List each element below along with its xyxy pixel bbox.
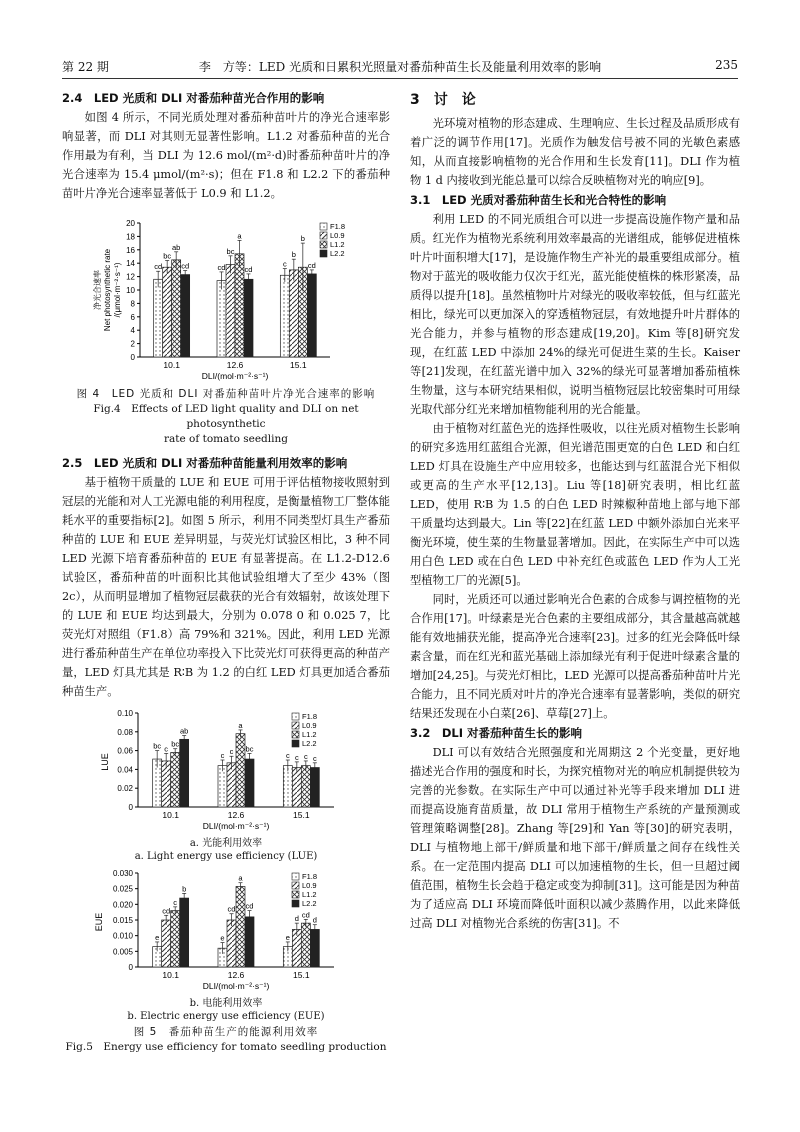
significance-letter: bc: [226, 246, 235, 256]
bar: [180, 898, 189, 967]
significance-letter: b: [182, 884, 187, 894]
significance-letter: cd: [181, 261, 190, 271]
y-tick-label: 6: [130, 312, 135, 322]
y-axis-label: /(μmol·m⁻²·s⁻¹): [113, 262, 122, 318]
significance-letter: a: [238, 720, 243, 730]
significance-letter: bc: [245, 744, 254, 754]
significance-letter: c: [282, 259, 287, 269]
legend-label: L2.2: [302, 739, 317, 748]
y-tick-label: 0.030: [112, 869, 133, 878]
significance-letter: cd: [244, 264, 253, 274]
bar: [236, 734, 245, 807]
legend-label: L1.2: [302, 890, 317, 899]
bar: [236, 886, 245, 967]
significance-letter: cd: [227, 904, 236, 914]
bar: [244, 279, 253, 357]
y-axis-label: EUE: [94, 912, 104, 932]
x-axis-label: DLI/(mol·m⁻²·s⁻¹): [202, 981, 270, 991]
legend-label: L1.2: [330, 240, 345, 249]
bar: [310, 929, 319, 967]
y-tick-label: 0.10: [117, 709, 133, 718]
significance-letter: e: [285, 932, 290, 942]
running-header: [62, 56, 738, 79]
y-tick-label: 0.04: [117, 765, 133, 775]
bar: [218, 766, 227, 807]
y-tick-label: 4: [130, 326, 135, 336]
bar: [163, 267, 172, 357]
y-tick-label: 0.015: [112, 916, 133, 925]
x-tick-label: 15.1: [293, 810, 310, 820]
section-2-5-title: 2.5 LED 光质和 DLI 对番茄种苗能量利用效率的影响: [62, 456, 348, 470]
significance-letter: ab: [171, 242, 181, 252]
figure-4: [62, 209, 390, 387]
bar: [227, 763, 236, 807]
figure-4-caption-en-1: Fig.4 Effects of LED light quality and DLI on net photosynthetic: [93, 403, 359, 430]
bar: [301, 766, 310, 807]
y-tick-label: 14: [126, 259, 135, 269]
legend-label: L2.2: [330, 249, 345, 258]
section-3-2-title: 3.2 DLI 对番茄种苗生长的影响: [410, 726, 583, 740]
significance-letter: d: [312, 915, 317, 925]
significance-letter: d: [294, 914, 299, 924]
figure-5-caption-cn: 图 5 番茄种苗生产的能源利用效率: [133, 1026, 319, 1038]
significance-letter: cd: [307, 260, 316, 270]
issue-number: 第 22 期: [62, 60, 109, 74]
y-tick-label: 0: [128, 803, 133, 812]
significance-letter: e: [155, 932, 160, 942]
significance-letter: a: [238, 873, 243, 883]
significance-letter: cd: [217, 262, 226, 272]
legend-label: F1.8: [330, 222, 346, 231]
significance-letter: bc: [171, 739, 180, 749]
significance-letter: ab: [179, 726, 189, 736]
significance-letter: c: [285, 751, 290, 760]
bar: [280, 275, 289, 357]
legend-label: F1.8: [302, 712, 318, 721]
y-axis-label: LUE: [100, 753, 110, 771]
page-number: 235: [715, 58, 738, 72]
significance-letter: cd: [154, 262, 163, 272]
significance-letter: c: [173, 897, 178, 907]
bar: [235, 254, 244, 357]
section-2-5-text: 基于植物干质量的 LUE 和 EUE 可用于评估植物接收照射到冠层的光能和对人工光源电能的利用程度，是衡量植物工厂整体能耗水平的重要指标[2]。如图 5 所示，利用不同类型灯具生产番茄种苗的 LUE 和 EUE 差异明显，与荧光灯试验区相比，3 种不同 LED 光源下培育番茄种苗的 EUE 有显著提高。在 L1.2-D12.6 试验区，番茄种苗的叶面积比其他试验组增大了至少 43%（图 2c），从而明显增加了植物冠层截获的光合有效辐射，故该处理下的 LUE 和 EUE 均达到最大，分别为 0.078 0 和 0.025 7，比荧光灯对照组（F1.8）高 79%和 321%。因此，利用 LED 光源进行番茄种苗生产在单位功率投入下比荧光灯可获得更高的种苗产量，LED 灯具尤其是 R∶B 为 1.2 的白红 LED 灯具更加适合番茄种苗生产。: [62, 476, 390, 698]
bar: [217, 281, 226, 357]
legend-swatch: [320, 232, 327, 239]
figure-5b-chart: [62, 867, 390, 997]
bar: [310, 768, 319, 807]
y-tick-label: 2: [130, 339, 135, 349]
x-axis-label: DLI/(mol·m⁻²·s⁻¹): [201, 371, 269, 381]
y-axis-label: 净光合速率: [93, 270, 102, 310]
section-2-4-text: 如图 4 所示，不同光质处理对番茄种苗叶片的净光合速率影响显著，而 DLI 对其则无显著性影响。L1.2 对番茄种苗的光合作用最为有利，当 DLI 为 12.6 mol/(m²·d)时番茄种苗叶片的净光合速率为 15.4 μmol/(m²·s)；但在 F1.8 和 L2.2 下的番茄种苗叶片净光合速率显著低于 L0.9 和 L1.2。: [62, 111, 390, 200]
bar: [180, 739, 189, 807]
legend-swatch: [292, 713, 299, 720]
legend-label: F1.8: [302, 872, 318, 881]
section-3-1-title: 3.1 LED 光质对番茄种苗生长和光合特性的影响: [410, 193, 667, 207]
legend-swatch: [292, 900, 299, 907]
figure-4-chart: [62, 209, 390, 387]
bar: [227, 920, 236, 967]
legend-swatch: [292, 740, 299, 747]
bar: [171, 752, 180, 807]
significance-letter: e: [220, 933, 225, 943]
figure-5a-caption-cn: a. 光能利用效率: [189, 838, 263, 849]
section-2-4-title: 2.4 LED 光质和 DLI 对番茄种苗光合作用的影响: [62, 91, 325, 105]
bar: [245, 759, 254, 807]
bar: [245, 917, 254, 967]
x-tick-label: 12.6: [227, 970, 245, 980]
bar: [171, 911, 180, 967]
x-tick-label: 10.1: [162, 970, 179, 980]
right-column: [410, 88, 740, 933]
y-tick-label: 0.005: [112, 947, 133, 957]
bar: [154, 279, 163, 357]
figure-5a-caption-en: a. Light energy use efficiency (LUE): [134, 851, 318, 862]
bar: [301, 923, 310, 967]
legend-swatch: [292, 731, 299, 738]
x-tick-label: 15.1: [293, 970, 310, 980]
legend-label: L0.9: [302, 721, 317, 730]
x-tick-label: 12.6: [226, 360, 244, 370]
significance-letter: bc: [163, 251, 172, 261]
significance-letter: b: [291, 250, 296, 260]
section-3-1-text-1: 利用 LED 的不同光质组合可以进一步提高设施作物产量和品质。红光作为植物光系统利用效率最高的光谱组成，能够促进植株叶片叶面积增大[17]，是设施作物生产补光的最重要组成部分。植物对于蓝光的吸收能力仅次于红光，蓝光能使植株的株形紧凑，品质得以提升[18]。虽然植物叶片对绿光的吸收率较低，但与红蓝光相比，绿光可以更加深入的穿透植物冠层，有效地提升叶片群体的光合能力，并参与植物的形态建成[19,20]。Kim 等[8]研究发现，在红蓝 LED 中添加 24%的绿光可促进生菜的生长。Kaiser 等[21]发现，在红蓝光谱中加入 32%的绿光可显著增加番茄植株生物量，这与本研究结果相似，说明当植物冠层比较密集时可用绿光取代部分红光来增加植物能利用的光合能量。: [410, 213, 740, 416]
significance-letter: c: [229, 747, 234, 757]
figure-4-caption-cn: 图 4 LED 光质和 DLI 对番茄种苗叶片净光合速率的影响: [76, 388, 376, 400]
section-3-text: 光环境对植物的形态建成、生理响应、生长过程及品质形成有着广泛的调节作用[17]。光质作为触发信号被不同的光敏色素感知，从而直接影响植物的光合作用和生长发育[11]。DLI 作为植物 1 d 内接收到光能总量可以综合反映植物对光的响应[9]。: [410, 117, 740, 187]
figure-4-caption-en-2: rate of tomato seedling: [164, 433, 288, 445]
bar: [307, 274, 316, 357]
legend-swatch: [320, 250, 327, 257]
legend-swatch: [292, 873, 299, 880]
y-tick-label: 0.06: [117, 746, 133, 756]
legend-label: L1.2: [302, 730, 317, 739]
left-column: [62, 88, 390, 1055]
bar: [226, 265, 235, 357]
figure-5a-chart: [62, 707, 390, 837]
bar: [283, 766, 292, 807]
y-tick-label: 0: [128, 963, 133, 972]
significance-letter: c: [312, 753, 317, 763]
significance-letter: c: [220, 751, 225, 760]
significance-letter: bc: [153, 741, 162, 751]
significance-letter: cd: [301, 910, 310, 920]
running-title: 李 方等：LED 光质和日累积光照量对番茄种苗生长及能量利用效率的影响: [198, 60, 602, 74]
bar: [162, 920, 171, 967]
legend-label: L0.9: [330, 231, 345, 240]
figure-5b: [62, 867, 390, 997]
x-tick-label: 10.1: [162, 810, 179, 820]
y-axis-label: Net photosynthetic rate: [103, 248, 112, 332]
figure-5a: [62, 707, 390, 837]
significance-letter: cd: [245, 901, 254, 911]
y-tick-label: 0.02: [117, 784, 133, 794]
legend-label: L0.9: [302, 881, 317, 890]
y-tick-label: 0.08: [117, 727, 133, 737]
y-tick-label: 0: [130, 353, 135, 362]
bar: [181, 275, 190, 357]
significance-letter: c: [294, 752, 299, 762]
significance-letter: c: [164, 744, 169, 754]
bar: [289, 270, 298, 357]
y-tick-label: 18: [126, 232, 135, 242]
significance-letter: cd: [162, 906, 171, 916]
legend-label: L2.2: [302, 899, 317, 908]
section-3-1-text-3: 同时，光质还可以通过影响光合色素的合成参与调控植物的光合作用[17]。叶绿素是光合色素的主要组成部分，其含量越高就越能有效地捕获光能，提高净光合速率[23]。过多的红光会降低叶绿素含量，而在红光和蓝光基础上添加绿光有利于促进叶绿素含量的增加[24,25]。与荧光灯相比，LED 光源可以提高番茄种苗叶片光合能力，且不同光质对叶片的净光合速率有显著影响，类似的研究结果还发现在小白菜[26]、草莓[27]上。: [410, 593, 740, 720]
legend-swatch: [320, 241, 327, 248]
section-3-2-text: DLI 可以有效结合光照强度和光周期这 2 个光变量，更好地描述光合作用的强度和时长，为探究植物对光的响应机制提供较为完善的光参数。在实际生产中可以通过补光等手段来增加 DLI 进而提高设施育苗质量，故 DLI 常用于植物生产系统的产量预测或管理策略调整[28]。Zhang 等[29]和 Yan 等[30]的研究表明，DLI 与植物地上部干/鲜质量和地下部干/鲜质量之间存在线性关系。在一定范围内提高 DLI 可以加速植物的生长，但一旦超过阈值范围，植物生长会趋于稳定或变为抑制[31]。这可能是因为种苗为了适应高 DLI 环境而降低叶面积以减少蒸腾作用，以此来降低过高 DLI 对植物光合系统的伤害[31]。不: [410, 746, 740, 930]
section-3-title: 3 讨 论: [410, 92, 476, 108]
x-tick-label: 15.1: [290, 360, 307, 370]
significance-letter: c: [303, 751, 308, 761]
bar: [172, 260, 181, 357]
y-tick-label: 0.025: [112, 884, 133, 894]
significance-letter: b: [300, 234, 305, 244]
y-tick-label: 10: [126, 286, 135, 295]
legend-swatch: [320, 223, 327, 230]
section-3-1-text-2: 由于植物对红蓝色光的选择性吸收，以往光质对植物生长影响的研究多选用红蓝组合光源，但光谱范围更宽的白色 LED 和白红 LED 灯具在设施生产中应用较多，也能达到与红蓝混合光下相似或更高的生产水平[12,13]。Liu 等[18]研究表明，相比红蓝 LED，使用 R∶B 为 1.5 的白色 LED 时辣椒种苗地上部与地下部干质量均达到最大。Lin 等[22]在红蓝 LED 中额外添加白光来平衡光环境，使生菜的生物量显著增加。因此，在实际生产中可以选用白色 LED 或在白色 LED 中补充红色或蓝色 LED 作为人工光型植物工厂的光源[5]。: [410, 422, 740, 587]
significance-letter: a: [237, 231, 242, 241]
legend-swatch: [292, 882, 299, 889]
x-tick-label: 10.1: [163, 360, 180, 370]
y-tick-label: 0.010: [112, 931, 133, 941]
figure-5b-caption-en: b. Electric energy use efficiency (EUE): [127, 1011, 325, 1022]
x-axis-label: DLI/(mol·m⁻²·s⁻¹): [202, 821, 270, 831]
bar: [292, 768, 301, 807]
y-tick-label: 0.020: [112, 900, 133, 910]
figure-5-caption-en: Fig.5 Energy use efficiency for tomato seedling production: [65, 1041, 387, 1053]
y-tick-label: 12: [126, 272, 135, 282]
legend-swatch: [292, 891, 299, 898]
legend-swatch: [292, 722, 299, 729]
y-tick-label: 20: [126, 219, 135, 228]
y-tick-label: 16: [126, 245, 135, 255]
x-tick-label: 12.6: [227, 810, 245, 820]
figure-5b-caption-cn: b. 电能利用效率: [189, 998, 263, 1009]
y-tick-label: 8: [130, 299, 135, 309]
